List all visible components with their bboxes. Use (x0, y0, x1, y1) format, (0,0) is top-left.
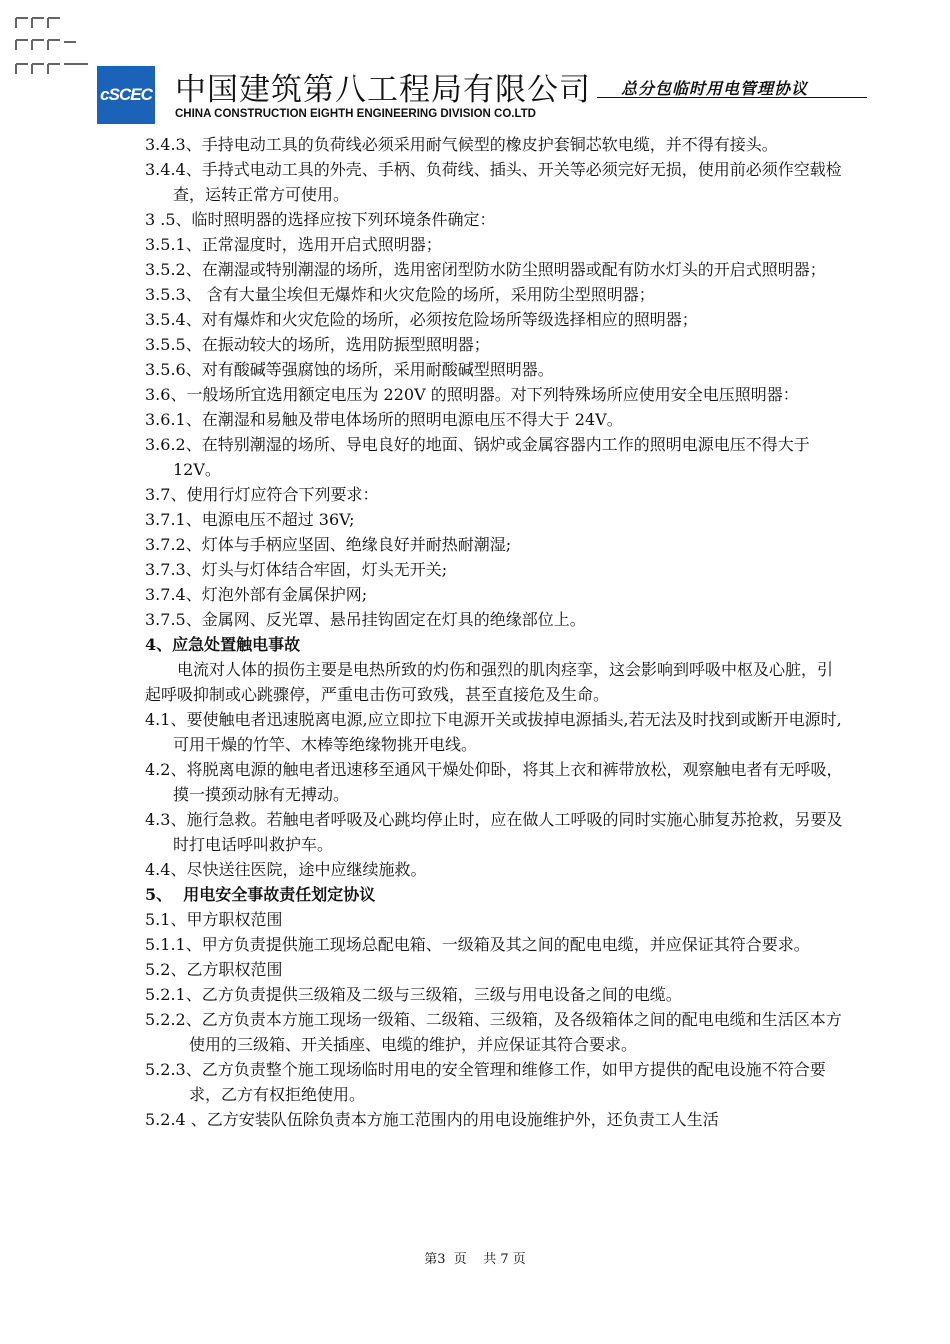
paragraph: 4.1、要使触电者迅速脱离电源,应立即拉下电源开关或拔掉电源插头,若无法及时找到或断开电源时,可用干燥的竹竿、木棒等绝缘物挑开电线。 (145, 710, 842, 754)
logo-text: cSCEC (100, 85, 152, 104)
company-name-cn: 中国建筑第八工程局有限公司 (175, 72, 591, 107)
paragraph: 3.7.5、金属网、反光罩、悬吊挂钩固定在灯具的绝缘部位上。 (145, 610, 586, 629)
paragraph: 5.2、乙方职权范围 (145, 960, 283, 979)
company-name-en: CHINA CONSTRUCTION EIGHTH ENGINEERING DIVISION CO.LTD (175, 108, 536, 120)
paragraph: 3 .5、临时照明器的选择应按下列环境条件确定： (145, 210, 496, 229)
paragraph: 3.5.5、在振动较大的场所，选用防振型照明器； (145, 335, 490, 354)
paragraph: 3.6、一般场所宜选用额定电压为 220V 的照明器。对下列特殊场所应使用安全电压照明器： (145, 385, 799, 404)
paragraph: 3.5.4、对有爆炸和火灾危险的场所，必须按危险场所等级选择相应的照明器； (145, 310, 698, 329)
paragraph: 5.2.4 、乙方安装队伍除负责本方施工范围内的用电设施维护外，还负责工人生活 (145, 1110, 719, 1129)
paragraph: 5.2.1、乙方负责提供三级箱及二级与三级箱，三级与用电设备之间的电缆。 (145, 985, 682, 1004)
paragraph: 4.3、施行急救。若触电者呼吸及心跳均停止时，应在做人工呼吸的同时实施心肺复苏抢救，另要及时打电话呼叫救护车。 (145, 810, 843, 854)
paragraph: 3.7.3、灯头与灯体结合牢固，灯头无开关; (145, 560, 448, 579)
corner-crop-marks (12, 12, 92, 82)
paragraph: 5.1、甲方职权范围 (145, 910, 283, 929)
paragraph: 4.4、尽快送往医院，途中应继续施救。 (145, 860, 427, 879)
company-logo (97, 66, 155, 124)
paragraph: 3.5.6、对有酸碱等强腐蚀的场所，采用耐酸碱型照明器。 (145, 360, 554, 379)
paragraph: 3.7.1、电源电压不超过 36V; (145, 510, 355, 529)
paragraph: 电流对人体的损伤主要是电热所致的灼伤和强烈的肌肉痉挛，这会影响到呼吸中枢及心脏，引起呼吸抑制或心跳骤停，严重电击伤可致残，甚至直接危及生命。 (145, 660, 834, 704)
paragraph: 3.5.2、在潮湿或特别潮湿的场所，选用密闭型防水防尘照明器或配有防水灯头的开启式照明器； (145, 260, 826, 279)
page-footer: 第3 页 共 7 页 (424, 1252, 526, 1267)
paragraph: 3.4.3、手持电动工具的负荷线必须采用耐气候型的橡皮护套铜芯软电缆，并不得有接头。 (145, 135, 778, 154)
section-heading: 5、 用电安全事故责任划定协议 (145, 885, 376, 904)
document-body (145, 132, 845, 1132)
paragraph: 5.2.2、乙方负责本方施工现场一级箱、二级箱、三级箱，及各级箱体之间的配电电缆和生活区本方使用的三级箱、开关插座、电缆的维护，并应保证其符合要求。 (145, 1010, 842, 1054)
paragraph: 3.4.4、手持式电动工具的外壳、手柄、负荷线、插头、开关等必须完好无损，使用前必须作空载检查，运转正常方可使用。 (145, 160, 842, 204)
paragraph: 3.6.1、在潮湿和易触及带电体场所的照明电源电压不得大于 24V。 (145, 410, 623, 429)
paragraph: 5.1.1、甲方负责提供施工现场总配电箱、一级箱及其之间的配电电缆，并应保证其符合要求。 (145, 935, 810, 954)
section-heading: 4、应急处置触电事故 (145, 635, 301, 654)
paragraph: 4.2、将脱离电源的触电者迅速移至通风干燥处仰卧，将其上衣和裤带放松，观察触电者有无呼吸，摸一摸颈动脉有无搏动。 (145, 760, 843, 804)
paragraph: 3.7.2、灯体与手柄应坚固、绝缘良好并耐热耐潮湿; (145, 535, 512, 554)
paragraph: 3.6.2、在特别潮湿的场所、导电良好的地面、锅炉或金属容器内工作的照明电源电压不得大于 12V。 (145, 435, 815, 479)
paragraph: 3.5.3、 含有大量尘埃但无爆炸和火灾危险的场所，采用防尘型照明器； (145, 285, 655, 304)
paragraph: 3.7.4、灯泡外部有金属保护网; (145, 585, 368, 604)
paragraph: 5.2.3、乙方负责整个施工现场临时用电的安全管理和维修工作，如甲方提供的配电设施不符合要求，乙方有权拒绝使用。 (145, 1060, 826, 1104)
document-header (97, 62, 877, 128)
document-title: 总分包临时用电管理协议 (621, 81, 809, 98)
paragraph: 3.7、使用行灯应符合下列要求： (145, 485, 379, 504)
paragraph: 3.5.1、正常湿度时，选用开启式照明器； (145, 235, 442, 254)
